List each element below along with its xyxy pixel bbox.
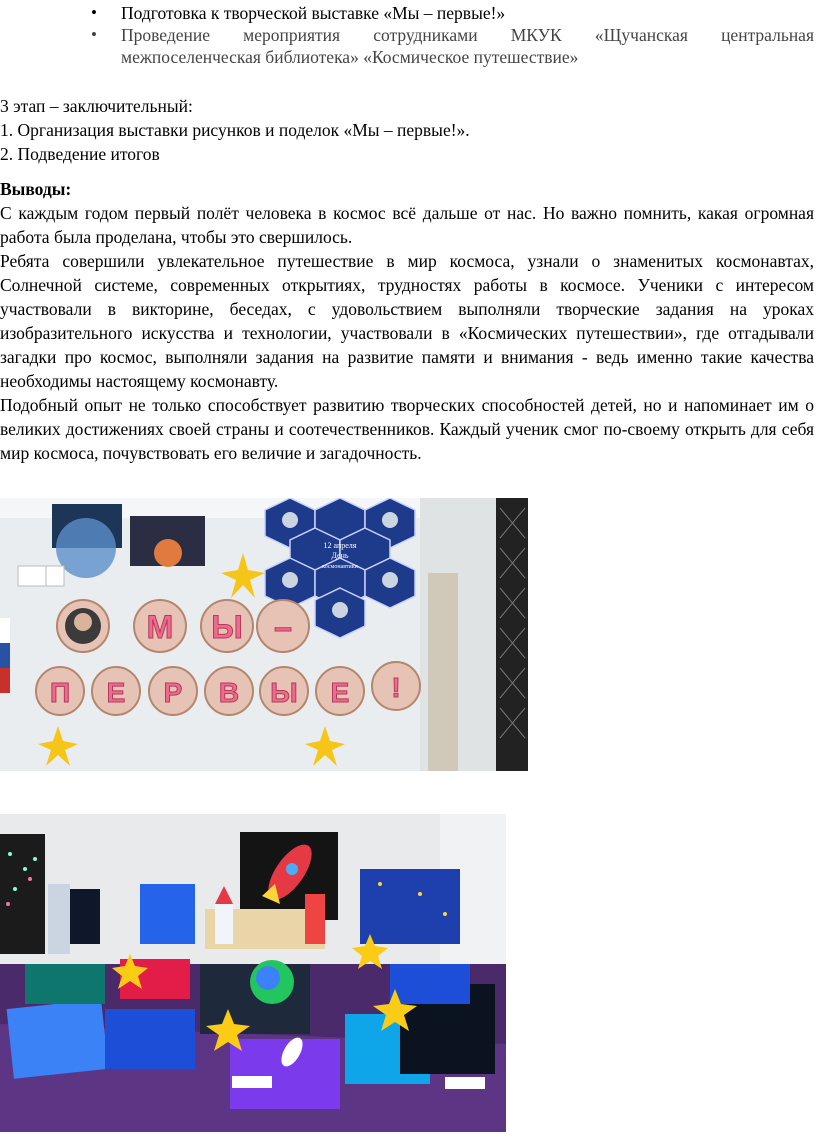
conclusions-section [0,177,814,465]
poster-title-text: космонавтики [322,564,358,570]
conclusion-paragraph: Ребята совершили увлекательное путешествие в мир космоса, узнали о знаменитых космонавтах, Солнечной системе, современных открытиях, трудностях работы в космосе. Ученики с интересом участвовали в викторине, беседах, с удовольствием выполняли творческие задания на уроках изобразительного искусства и технологии, участвовали в «Космических путешествии», где отгадывали загадки про космос, выполняли задания на развитие памяти и внимания - ведь именно такие качества необходимы настоящему космонавту. [0,251,814,391]
wall-letter: Е [106,677,126,708]
wall-letter: Ы [270,677,298,708]
wall-letter: ! [391,672,401,703]
bullet-list [0,2,816,68]
conclusion-paragraph: С каждым годом первый полёт человека в космос всё дальше от нас. Но важно помнить, какая огромная работа была проделана, чтобы это свершилось. [0,203,814,247]
wall-letter: – [274,609,292,645]
exhibition-wall-photo [0,498,528,771]
wall-letter: М [146,609,174,645]
wall-letter: П [49,677,71,708]
wall-letter: Р [163,677,183,708]
stage3-heading: 3 этап – заключительный: [0,96,193,116]
bullet-item: • Проведение мероприятия сотрудниками МКУК «Щучанская центральная межпоселенческая библиотека» «Космическое путешествие» [0,24,816,68]
conclusions-heading: Выводы: [0,179,72,199]
crafts-exhibition-photo [0,814,506,1132]
conclusion-paragraph: Подобный опыт не только способствует развитию творческих способностей детей, но и напоминает им о великих достижениях своей страны и соотечественников. Каждый ученик смог по-своему открыть для себя мир космоса, почувствовать его величие и загадочность. [0,395,814,463]
poster-day-text: День [331,551,349,560]
bullet-item: • Подготовка к творческой выставке «Мы – первые!» [0,2,816,24]
stage3-item: 1. Организация выставки рисунков и поделок «Мы – первые!». [0,120,470,140]
wall-letter: Е [330,677,350,708]
stage3-item: 2. Подведение итогов [0,144,160,164]
poster-date-text: 12 апреля [323,541,357,550]
stage3-section [0,94,814,166]
wall-letter: Ы [211,609,243,645]
wall-letter: В [218,677,240,708]
